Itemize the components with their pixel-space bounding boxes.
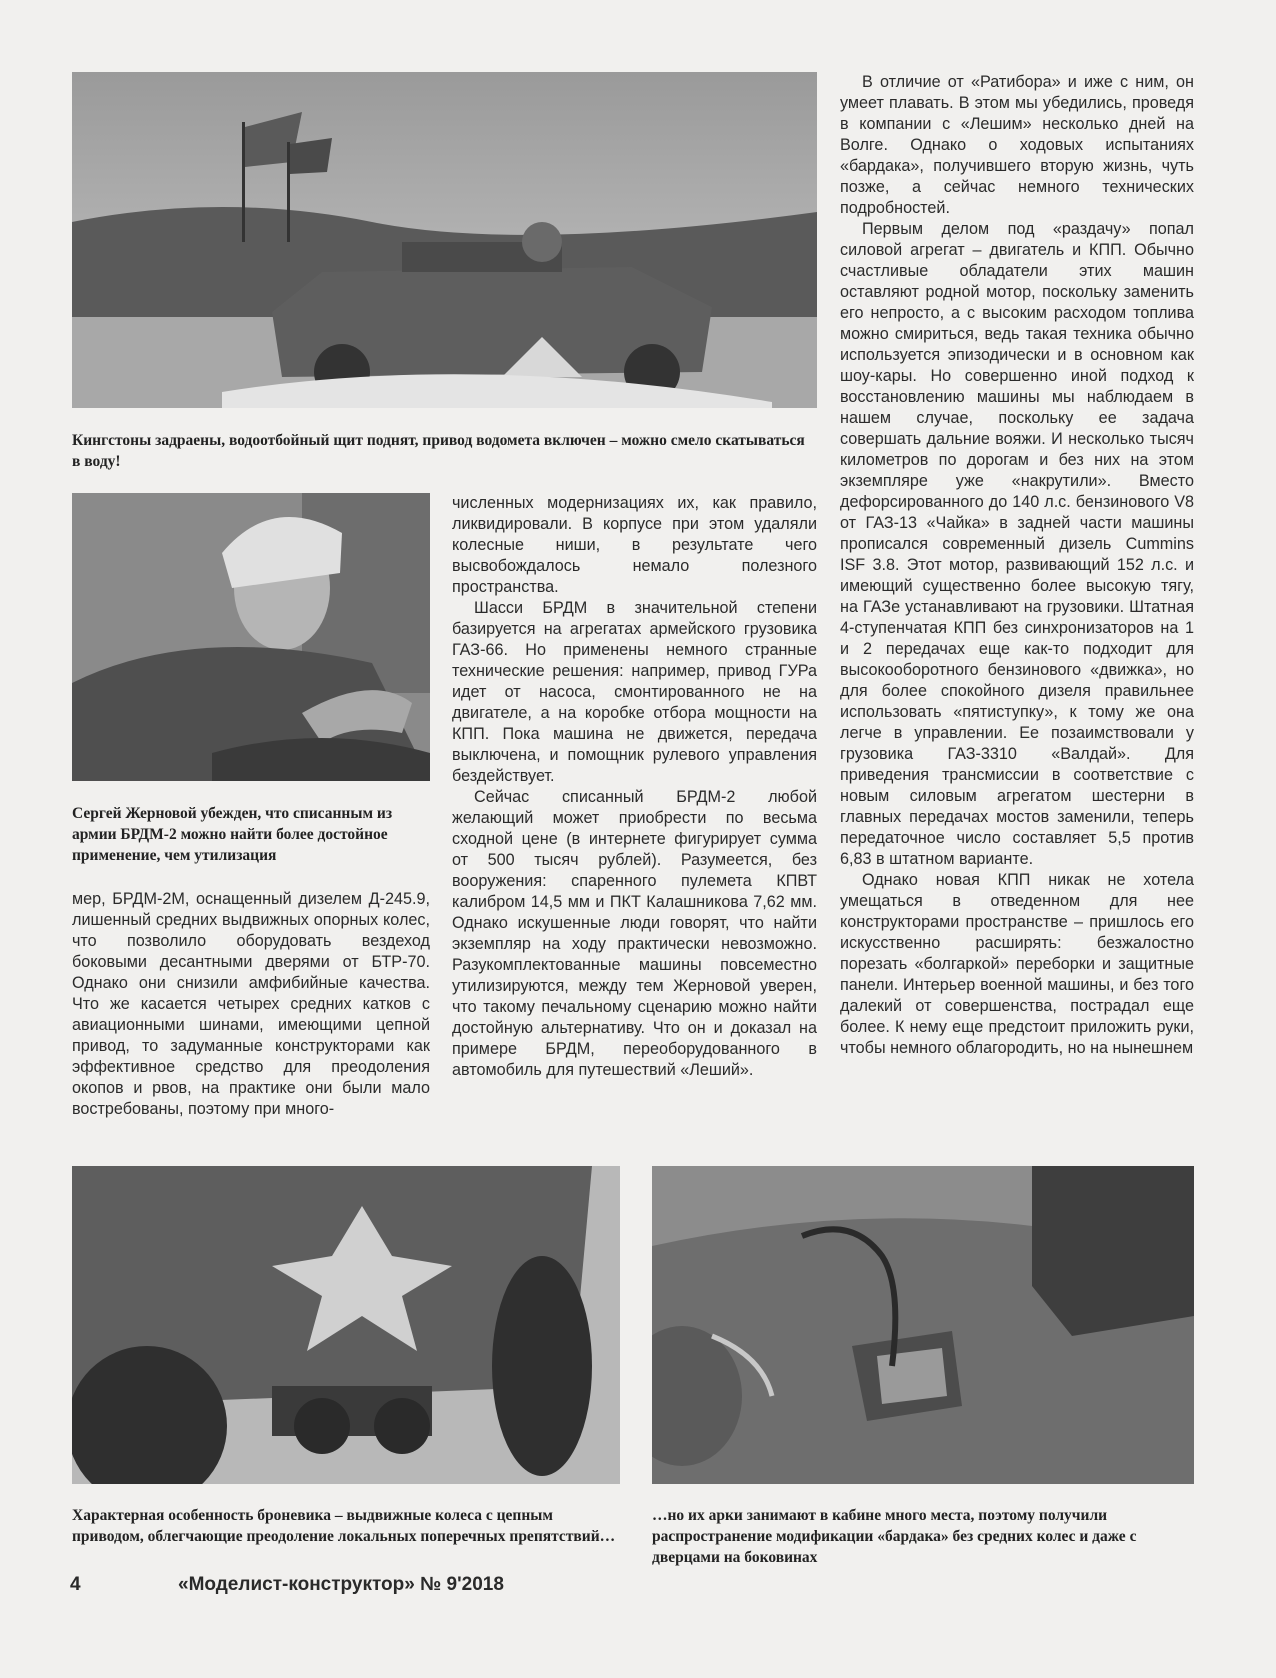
caption-top-photo: Кингстоны задраены, водоотбойный щит поднят, привод водомета включен – можно смело скатываться в воду!: [72, 432, 805, 470]
photo-portrait: [72, 493, 430, 781]
paragraph: Сейчас списанный БРДМ-2 любой желающий может приобрести по весьма сходной цене (в интернете фигурирует сумма от 500 тысяч рублей). Разумеется, без вооружения: спаренного пулемета КПВТ калибром 14,5 мм и ПКТ Калашникова 7,62 мм. Однако искушенные люди говорят, что найти экземпляр на ходу практически невозможно. Разукомплектованные машины повсеместно утилизируются, между тем Жерновой уверен, что такому печальному сценарию можно найти достойную альтернативу. Что он и доказал на примере БРДМ, переоборудованного в автомобиль для путешествий «Леший».: [452, 788, 817, 1079]
photo-vehicle-in-water: [72, 72, 817, 408]
paragraph: Шасси БРДМ в значительной степени базируется на агрегатах армейского грузовика ГАЗ-66. Но применены немного странные технические решения: например, привод ГУРа идет от насоса, смонтированного не на двигателе, а на коробке отбора мощности на КПП. Пока машина не движется, передача выключена, и помощник рулевого управления бездействует.: [452, 599, 817, 785]
photo-interior: [652, 1166, 1194, 1484]
paragraph: мер, БРДМ-2М, оснащенный дизелем Д-245.9, лишенный средних выдвижных опорных колес, что позволило оборудовать вездеход боковыми десантными дверями от БТР-70. Однако они снизили амфибийные качества. Что же касается четырех средних катков с авиационными шинами, имеющими цепной привод, то задуманные конструкторами как эффективное средство для преодоления окопов и рвов, на практике они были мало востребованы, поэтому при много-: [72, 890, 430, 1118]
paragraph: Первым делом под «раздачу» попал силовой агрегат – двигатель и КПП. Обычно счастливые обладатели этих машин оставляют родной мотор, поскольку заменить его непросто, а с высоким расходом топлива можно смириться, ведь такая техника обычно используется эпизодически и в основном как шоу-кары. Но совершенно иной подход к восстановлению машины мы наблюдаем в нашем случае, поскольку ее задача совершать дальние вояжи. И несколько тысяч километров по дорогам и без них на этом экземпляре уже «накрутили». Вместо дефорсированного до 140 л.с. бензинового V8 от ГАЗ-13 «Чайка» в задней части машины прописался современный дизель Cummins ISF 3.8. Этот мотор, развивающий 152 л.с. и имеющий существенно более высокую тягу, на ГАЗе устанавливают на грузовики. Штатная 4-ступенчатая КПП без синхронизаторов на 1 и 2 передачах еще как-то подходит для высокооборотного бензинового «движка», но для более спокойного дизеля правильнее использовать «пятиступку», к тому же она легче в управлении. Ее позаимствовали у грузовика ГАЗ-3310 «Валдай». Для приведения трансмиссии в соответствие с новым силовым агрегатом шестерни в главных передачах мостов заменили, теперь передаточное число составляет 5,5 против 6,83 в штатном варианте.: [840, 220, 1194, 868]
page-number: 4: [70, 1574, 81, 1595]
text-column-middle: [452, 493, 817, 1081]
text-column-right: [840, 72, 1194, 1059]
text-column-left: [72, 889, 430, 1120]
paragraph: В отличие от «Ратибора» и иже с ним, он умеет плавать. В этом мы убедились, проведя в компании с «Лешим» несколько дней на Волге. Однако о ходовых испытаниях «бардака», получившего вторую жизнь, чуть позже, а сейчас немного технических подробностей.: [840, 73, 1194, 217]
paragraph: Однако новая КПП никак не хотела умещаться в отведенном для нее конструкторами пространстве – пришлось его искусственно расширять: безжалостно порезать «болгаркой» переборки и защитные панели. Интерьер военной машины, и без того далекий от совершенства, пострадал еще более. К нему еще предстоит приложить руки, чтобы немного облагородить, но на нынешнем: [840, 871, 1194, 1057]
photo-wheels: [72, 1166, 620, 1484]
caption-bottom-left: Характерная особенность броневика – выдвижные колеса с цепным приводом, облегчающие преодоление локальных поперечных препятствий…: [72, 1507, 616, 1545]
paragraph: численных модернизациях их, как правило, ликвидировали. В корпусе при этом удаляли колесные ниши, в результате чего высвобождалось немало полезного пространства.: [452, 494, 817, 596]
page-footer: [70, 1574, 504, 1596]
magazine-title: «Моделист-конструктор» № 9'2018: [178, 1574, 504, 1595]
caption-bottom-right: …но их арки занимают в кабине много места, поэтому получили распространение модификации «бардака» без средних колес и даже с дверцами на боковинах: [652, 1507, 1137, 1566]
caption-portrait: Сергей Жерновой убежден, что списанным из армии БРДМ-2 можно найти более достойное применение, чем утилизация: [72, 805, 393, 864]
